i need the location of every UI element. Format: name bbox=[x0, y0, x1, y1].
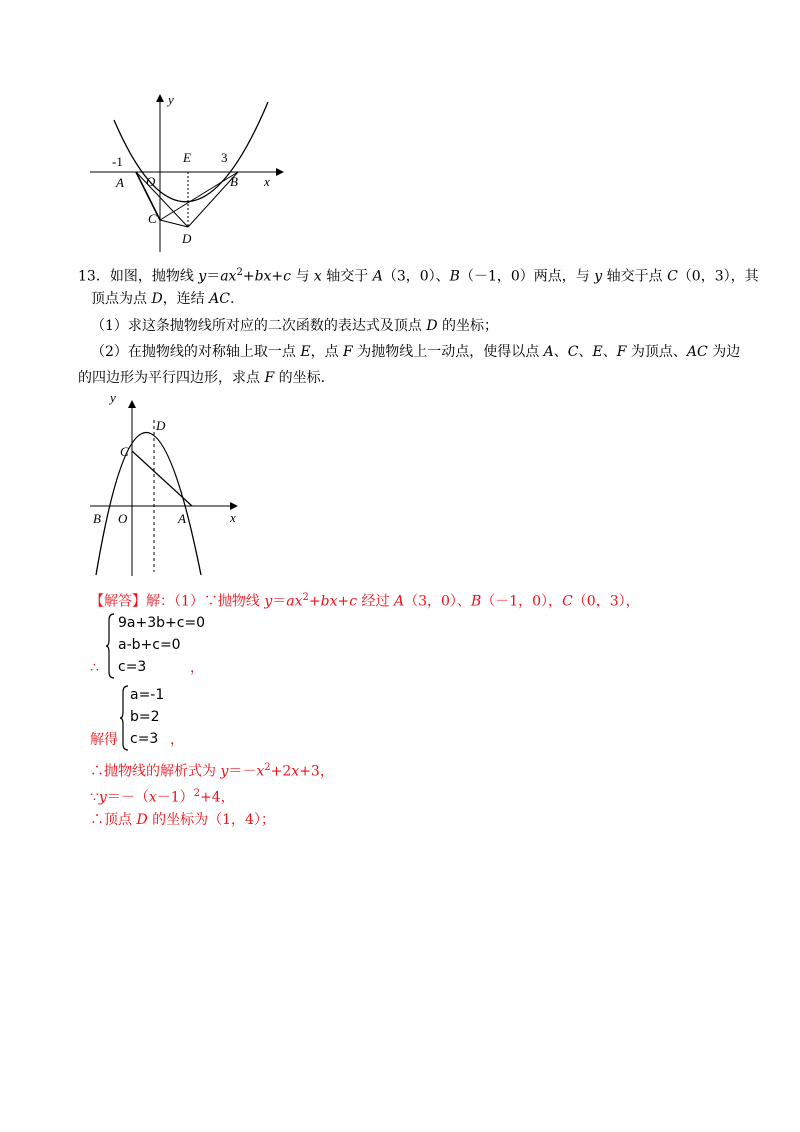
var: bx bbox=[320, 593, 338, 610]
solve-label: 解得 bbox=[90, 732, 118, 748]
var: y bbox=[220, 763, 229, 780]
system-1-comma: ， bbox=[190, 660, 204, 676]
system-1-eq-2: a-b+c=0 bbox=[118, 637, 181, 653]
superscript: 2 bbox=[302, 592, 309, 603]
text: （3，0）、 bbox=[404, 593, 471, 610]
var: F bbox=[343, 344, 353, 360]
text: 的坐标为（1，4）； bbox=[147, 812, 275, 828]
var: E bbox=[300, 344, 311, 360]
text: 的坐标； bbox=[437, 318, 499, 334]
fig2-label-c: C bbox=[120, 444, 129, 459]
var: B bbox=[449, 268, 460, 285]
var: B bbox=[470, 593, 482, 610]
problem-stem-line-2 bbox=[91, 289, 234, 309]
text: ＝ bbox=[206, 268, 221, 285]
var: C bbox=[667, 268, 678, 285]
text: 如图，抛物线 bbox=[109, 268, 199, 285]
fig2-label-o: O bbox=[118, 511, 128, 526]
question-2-line-1 bbox=[91, 342, 740, 362]
solution-vertex-form bbox=[90, 784, 235, 808]
superscript: 2 bbox=[236, 267, 243, 278]
text: ＝ bbox=[272, 593, 287, 610]
text: ∴抛物线的解析式为 bbox=[90, 763, 221, 780]
text: （－1，0）两点，与 bbox=[459, 268, 595, 285]
text: + bbox=[337, 593, 350, 610]
fig1-y-arrow bbox=[156, 94, 164, 102]
solution-vertex bbox=[90, 810, 275, 830]
fig2-label-a: A bbox=[178, 511, 186, 526]
var: x bbox=[313, 268, 322, 285]
fig2-label-x: x bbox=[230, 510, 236, 525]
text: 轴交于点 bbox=[602, 268, 668, 285]
var: A bbox=[393, 593, 405, 610]
solution-expression bbox=[90, 758, 334, 782]
question-2-line-2 bbox=[78, 368, 325, 388]
fig2-segment-ac bbox=[132, 451, 192, 506]
fig1-label-e: E bbox=[183, 150, 191, 165]
fig1-x-arrow bbox=[276, 168, 284, 176]
var: ax bbox=[286, 593, 303, 610]
text: （0，3），其 bbox=[677, 268, 759, 285]
system-1-eq-1: 9a+3b+c=0 bbox=[118, 615, 206, 631]
solution-line-1 bbox=[90, 588, 640, 612]
fig2-label-b: B bbox=[93, 511, 101, 526]
var: bx bbox=[254, 268, 272, 285]
fig1-label-minus1: -1 bbox=[112, 154, 123, 169]
text: ，点 bbox=[310, 344, 344, 360]
text: . bbox=[229, 291, 235, 307]
var: c bbox=[283, 268, 291, 285]
var: C bbox=[562, 593, 573, 610]
fig1-label-y: y bbox=[168, 92, 174, 107]
question-1 bbox=[91, 316, 498, 336]
superscript: 2 bbox=[264, 762, 271, 773]
text: 的四边形为平行四边形，求点 bbox=[78, 370, 265, 386]
fig2-label-y: y bbox=[110, 390, 116, 405]
system-2-eq-2: b=2 bbox=[130, 709, 160, 725]
superscript: 2 bbox=[193, 788, 201, 799]
text: + bbox=[271, 268, 284, 285]
fig1-label-b: B bbox=[230, 174, 238, 189]
var: x bbox=[148, 789, 157, 806]
text: （3，0）、 bbox=[382, 268, 450, 285]
solution bbox=[90, 588, 770, 838]
fig1-parabola bbox=[114, 102, 268, 202]
var: y bbox=[198, 268, 207, 285]
fig2-x-arrow bbox=[230, 502, 238, 510]
figure-2 bbox=[88, 390, 248, 580]
var: AC bbox=[209, 291, 230, 307]
var: D bbox=[151, 291, 163, 307]
text: 顶点为点 bbox=[91, 291, 152, 307]
text: 、 bbox=[553, 344, 568, 360]
fig2-y-arrow bbox=[128, 400, 136, 408]
var: E bbox=[592, 344, 603, 360]
fig1-label-o: O bbox=[146, 174, 156, 189]
system-1-eq-3: c=3 bbox=[118, 659, 147, 675]
problem-number: 13． bbox=[78, 268, 110, 285]
fig1-label-3: 3 bbox=[221, 150, 228, 165]
fig1-label-x: x bbox=[264, 174, 270, 189]
text: （2）在抛物线的对称轴上取一点 bbox=[91, 344, 301, 360]
var: C bbox=[567, 344, 579, 360]
system-2 bbox=[130, 684, 164, 750]
var: y bbox=[98, 789, 107, 806]
text: 为边 bbox=[707, 344, 741, 360]
text: 轴交于 bbox=[321, 268, 373, 285]
text: ＝－（ bbox=[106, 789, 149, 806]
text: （0，3）， bbox=[572, 593, 640, 610]
var: A bbox=[372, 268, 383, 285]
text: + bbox=[308, 593, 321, 610]
fig1-label-c: C bbox=[148, 211, 157, 226]
text: 为顶点、 bbox=[626, 344, 687, 360]
system-2-eq-1: a=-1 bbox=[130, 687, 165, 703]
system-2-eq-3: c=3 bbox=[130, 731, 159, 747]
text: +4， bbox=[200, 789, 235, 806]
text: 解：（1）∵抛物线 bbox=[146, 593, 265, 610]
text: 经过 bbox=[357, 593, 394, 610]
text: ∵ bbox=[90, 789, 99, 806]
var: y bbox=[264, 593, 273, 610]
text: ，连结 bbox=[162, 291, 210, 307]
text: 、 bbox=[602, 344, 617, 360]
var: AC bbox=[686, 344, 708, 360]
var: c bbox=[349, 593, 358, 610]
text: 与 bbox=[291, 268, 314, 285]
fig1-segment-cb bbox=[160, 172, 238, 220]
system-1-brace bbox=[106, 612, 116, 680]
var: ax bbox=[220, 268, 237, 285]
fig1-label-a: A bbox=[116, 175, 124, 190]
system-2-brace bbox=[120, 684, 130, 752]
var: F bbox=[616, 344, 627, 360]
problem-13 bbox=[78, 263, 759, 386]
text: +3， bbox=[299, 763, 334, 780]
text: 、 bbox=[578, 344, 593, 360]
text: （1）求这条抛物线所对应的二次函数的表达式及顶点 bbox=[91, 318, 427, 334]
var: x bbox=[291, 763, 300, 780]
var: y bbox=[594, 268, 603, 285]
text: ＝－ bbox=[228, 763, 257, 780]
var: D bbox=[426, 318, 438, 334]
text: +2 bbox=[270, 763, 292, 780]
var: F bbox=[264, 370, 275, 386]
system-2-comma: ， bbox=[170, 732, 184, 748]
text: ∴顶点 bbox=[90, 812, 137, 828]
therefore-symbol: ∴ bbox=[90, 660, 99, 676]
figure-1 bbox=[90, 92, 290, 257]
text: （－1，0）， bbox=[481, 593, 563, 610]
problem-stem-line-1 bbox=[78, 263, 759, 287]
text: + bbox=[242, 268, 255, 285]
var: A bbox=[543, 344, 554, 360]
fig1-label-d: D bbox=[182, 231, 192, 246]
solution-header: 【解答】 bbox=[90, 593, 146, 610]
text: 为抛物线上一动点，使得以点 bbox=[352, 344, 544, 360]
text: －1） bbox=[156, 789, 194, 806]
text: 的坐标. bbox=[274, 370, 326, 386]
var: x bbox=[256, 763, 265, 780]
fig2-parabola bbox=[96, 433, 201, 576]
var: D bbox=[136, 812, 148, 828]
fig2-label-d: D bbox=[156, 418, 166, 433]
fig1-segment-cd bbox=[160, 220, 188, 227]
